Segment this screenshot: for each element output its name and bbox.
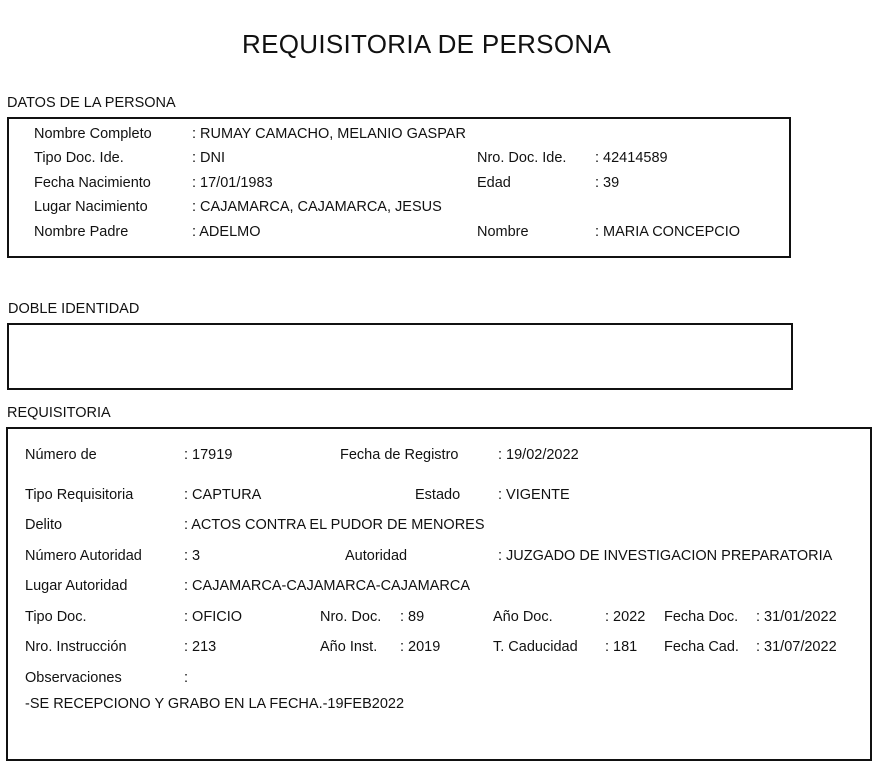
tipo-doc-value: : DNI [192, 150, 226, 166]
nombre-padre-label: Nombre Padre [34, 224, 129, 240]
estado-label: Estado [415, 487, 461, 503]
autoridad-value: : JUZGADO DE INVESTIGACION PREPARATORIA [498, 548, 833, 564]
anio-inst-value: : 2019 [400, 639, 441, 655]
section-heading-doble-identidad: DOBLE IDENTIDAD [8, 301, 140, 317]
anio-inst-label: Año Inst. [320, 639, 378, 655]
nro-doc-value: : 42414589 [595, 150, 668, 166]
nombre-madre-value: : MARIA CONCEPCIO [595, 224, 741, 240]
edad-label: Edad [477, 175, 511, 191]
nombre-completo-value: : RUMAY CAMACHO, MELANIO GASPAR [192, 126, 466, 142]
caducidad-value: : 181 [605, 639, 638, 655]
tipo-requisitoria-value: : CAPTURA [184, 487, 262, 503]
section-heading-persona: DATOS DE LA PERSONA [7, 95, 176, 111]
nro-doc-label: Nro. Doc. [320, 609, 382, 625]
fecha-registro-label: Fecha de Registro [340, 447, 459, 463]
observaciones-label: Observaciones [25, 670, 122, 686]
edad-value: : 39 [595, 175, 620, 191]
nombre-padre-value: : ADELMO [192, 224, 261, 240]
caducidad-label: T. Caducidad [493, 639, 578, 655]
numero-label: Número de [25, 447, 97, 463]
lugar-autoridad-label: Lugar Autoridad [25, 578, 128, 594]
requisitoria-box [6, 427, 872, 761]
doble-identidad-box [7, 323, 793, 390]
nro-instruccion-label: Nro. Instrucción [25, 639, 127, 655]
delito-label: Delito [25, 517, 63, 533]
lugar-nacimiento-label: Lugar Nacimiento [34, 199, 148, 215]
nombre-completo-label: Nombre Completo [34, 126, 152, 142]
section-heading-requisitoria: REQUISITORIA [7, 405, 111, 421]
fecha-doc-value: : 31/01/2022 [756, 609, 837, 625]
fecha-doc-label: Fecha Doc. [664, 609, 739, 625]
autoridad-label: Autoridad [345, 548, 408, 564]
fecha-nacimiento-label: Fecha Nacimiento [34, 175, 151, 191]
tipo-doc-value: : OFICIO [184, 609, 242, 625]
persona-box [7, 117, 791, 258]
anio-doc-value: : 2022 [605, 609, 646, 625]
delito-value: : ACTOS CONTRA EL PUDOR DE MENORES [184, 517, 485, 533]
numero-autoridad-value: : 3 [184, 548, 201, 564]
fecha-registro-value: : 19/02/2022 [498, 447, 579, 463]
lugar-autoridad-value: : CAJAMARCA-CAJAMARCA-CAJAMARCA [184, 578, 470, 594]
nombre-madre-label: Nombre [477, 224, 529, 240]
nro-instruccion-value: : 213 [184, 639, 217, 655]
page-title: REQUISITORIA DE PERSONA [242, 29, 612, 59]
tipo-requisitoria-label: Tipo Requisitoria [25, 487, 134, 503]
anio-doc-label: Año Doc. [493, 609, 553, 625]
estado-value: : VIGENTE [498, 487, 570, 503]
observaciones-colon: : [184, 670, 189, 686]
observaciones-text: -SE RECEPCIONO Y GRABO EN LA FECHA.-19FEB2022 [25, 696, 405, 712]
fecha-cad-value: : 31/07/2022 [756, 639, 837, 655]
numero-autoridad-label: Número Autoridad [25, 548, 142, 564]
nro-doc-label: Nro. Doc. Ide. [477, 150, 567, 166]
tipo-doc-label: Tipo Doc. Ide. [34, 150, 124, 166]
lugar-nacimiento-value: : CAJAMARCA, CAJAMARCA, JESUS [192, 199, 442, 215]
fecha-cad-label: Fecha Cad. [664, 639, 739, 655]
numero-value: : 17919 [184, 447, 233, 463]
tipo-doc-label: Tipo Doc. [25, 609, 87, 625]
nro-doc-value: : 89 [400, 609, 425, 625]
fecha-nacimiento-value: : 17/01/1983 [192, 175, 273, 191]
